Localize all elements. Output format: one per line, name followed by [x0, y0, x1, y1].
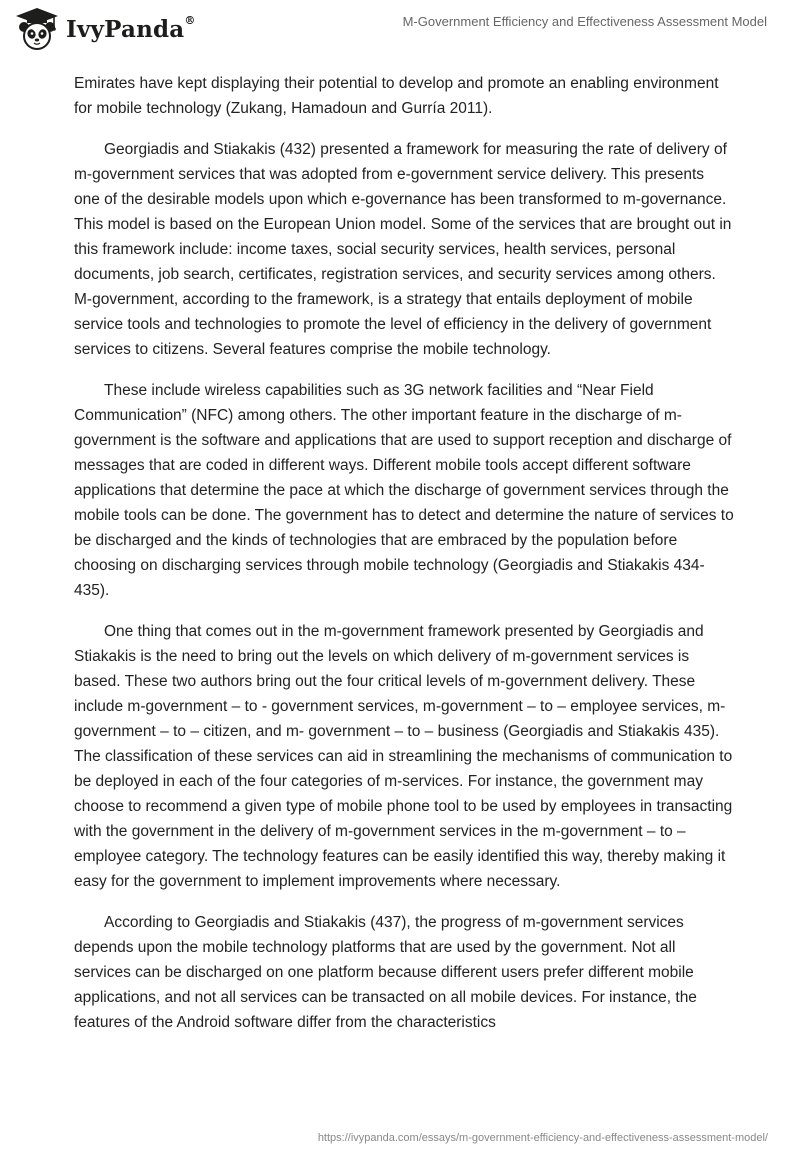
paragraph: Emirates have kept displaying their potential to develop and promote an enabling environment for mobile technology (Zukang, Hamadoun and Gurría 2011). [74, 75, 719, 117]
brand-name: IvyPanda® [66, 13, 196, 43]
panda-mortarboard-icon [14, 6, 60, 52]
paragraph: According to Georgiadis and Stiakakis (437), the progress of m-government services depends upon the mobile technology platforms that are used by the government. Not all services can be discharged on one platform because different users prefer different mobile applications, and not all services can be transacted on all mobile devices. For instance, the features of the Android software differ from the characteristics [74, 914, 697, 1031]
paragraph: These include wireless capabilities such as 3G network facilities and “Near Field Communication” (NFC) among others. The other important feature in the discharge of m-government is the software and applications that are used to support reception and discharge of messages that are coded in different ways. Different mobile tools accept different software applications that determine the pace at which the discharge of government services through the mobile tools can be done. The government has to detect and determine the nature of services to be discharged and the kinds of technologies that are embraced by the population before choosing on discharging services through mobile technology (Georgiadis and Stiakakis 434-435). [74, 382, 734, 599]
document-title: M-Government Efficiency and Effectiveness Assessment Model [402, 14, 767, 29]
ivypanda-logo[interactable] [14, 6, 196, 52]
source-url[interactable]: https://ivypanda.com/essays/m-government-efficiency-and-effectiveness-assessment-model/ [317, 1132, 768, 1144]
paragraph: One thing that comes out in the m-government framework presented by Georgiadis and Stiakakis is the need to bring out the levels on which delivery of m-government services is based. These two authors bring out the four critical levels of m-government delivery. These include m-government – to - government services, m-government – to – employee services, m-government – to – citizen, and m- government – to – business (Georgiadis and Stiakakis 435). The classification of these services can aid in streamlining the mechanisms of communication to be deployed in each of the four categories of m-services. For instance, the government may choose to recommend a given type of mobile phone tool to be used by employees in transacting with the government in the delivery of m-government services in the m-government – to – employee category. The technology features can be easily identified this way, thereby making it easy for the government to implement improvements where necessary. [74, 623, 733, 890]
paragraph: Georgiadis and Stiakakis (432) presented a framework for measuring the rate of delivery of m-government services that was adopted from e-government service delivery. This presents one of the desirable models upon which e-governance has been transformed to m-governance. This model is based on the European Union model. Some of the services that are brought out in this framework include: income taxes, social security services, health services, personal documents, job search, certificates, registration services, and security services among others. M-government, according to the framework, is a strategy that entails deployment of mobile service tools and technologies to promote the level of efficiency in the delivery of government services to citizens. Several features comprise the mobile technology. [74, 141, 732, 358]
essay-body [74, 71, 734, 1051]
page-header [0, 0, 800, 70]
